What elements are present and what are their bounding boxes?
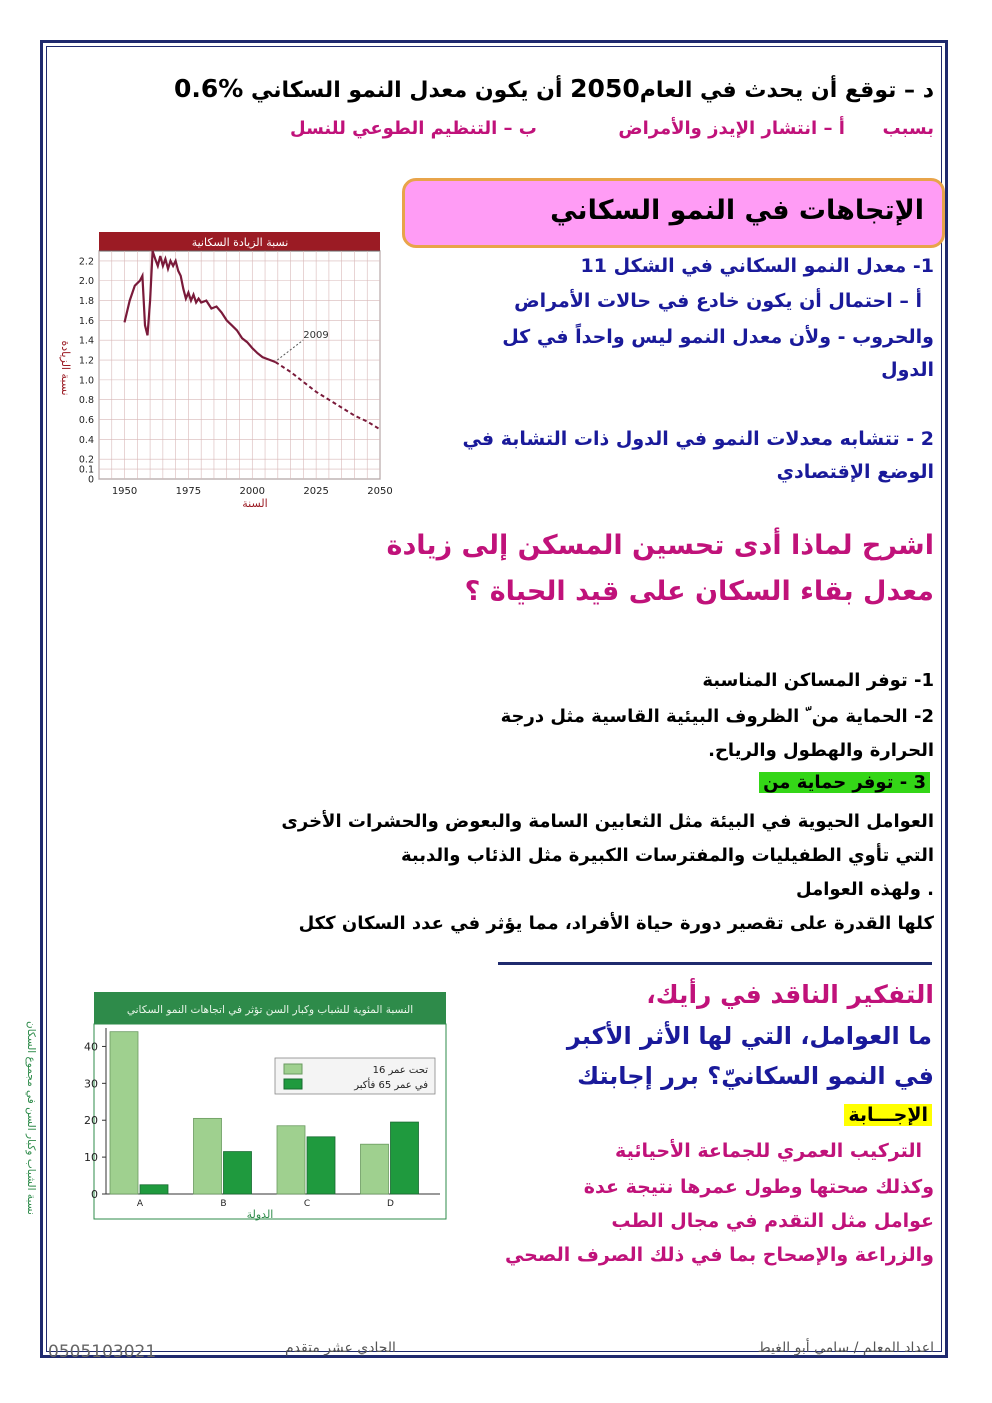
trend-1-number: 1-: [912, 255, 934, 277]
answer1-item1: 1- توفر المساكن المناسبة: [702, 670, 934, 691]
chart2-category-label: C: [303, 1199, 311, 1209]
forecast-year: 2050: [570, 74, 640, 103]
chart1-y-tick: 0.8: [78, 395, 94, 407]
chart1-y-tick: 1.4: [78, 335, 94, 347]
legend-swatch-under16: [284, 1064, 302, 1074]
chart2-category-label: D: [387, 1199, 394, 1209]
answer1-item2-line1: 2- الحماية من ّ الظروف البيئية القاسية مثل درجة: [500, 706, 934, 727]
question1-line2: معدل بقاء السكان على قيد الحياة ؟: [464, 576, 934, 607]
chart2-title: النسبة المئوية للشباب وكبار السن تؤثر في اتجاهات النمو السكاني: [126, 1004, 414, 1016]
chart2-bar-C-s2: [307, 1137, 335, 1194]
section-title: الإتجاهات في النمو السكاني: [550, 195, 924, 226]
chart1-annotation: 2009: [303, 330, 329, 342]
chart1-y-tick: 0.2: [78, 454, 94, 466]
chart1-y-tick: 0: [87, 474, 94, 486]
chart1-y-tick: 1.0: [78, 375, 94, 387]
chart1-x-tick: 1950: [111, 486, 138, 497]
chart1-x-label: السنة: [242, 497, 268, 510]
cause-b: ب – التنظيم الطوعي للنسل: [290, 118, 537, 139]
chart2-y-label: نسبة الشباب وكبار السن في مجموع السكان: [25, 1021, 37, 1215]
trend-1-line2: أ – احتمال أن يكون خادع في حالات الأمراض: [514, 290, 922, 312]
chart2-y-tick: 0: [91, 1188, 98, 1201]
chart2-bar-D-s2: [391, 1122, 419, 1194]
forecast-text-a: د – توقع أن يحدث في العام: [639, 78, 934, 103]
forecast-line: [174, 74, 934, 103]
answer1-item3-head: [759, 772, 930, 793]
trend-1-line4: الدول: [881, 359, 934, 381]
chart1-y-label: نسبة الزيادة: [59, 340, 72, 396]
answer-label-wrap: [844, 1104, 932, 1126]
section-divider: [498, 962, 932, 965]
critical-answer-line4: والزراعة والإصحاح بما في ذلك الصرف الصحي: [504, 1244, 934, 1266]
forecast-text-b: أن يكون معدل النمو السكاني: [250, 78, 563, 103]
chart1-y-tick: 1.2: [78, 355, 94, 367]
legend-label-under16: تحت عمر 16: [372, 1065, 428, 1076]
chart2-bar-C-s1: [277, 1126, 305, 1194]
footer-author: اعداد المعلم / سامي أبو الغيط: [757, 1340, 934, 1356]
critical-answer-line3: عوامل مثل التقدم في مجال الطب: [611, 1210, 934, 1232]
trend-1-heading: [581, 255, 934, 277]
population-growth-chart: [50, 228, 400, 513]
answer1-item3-line2: التي تأوي الطفيليات والمفترسات الكبيرة مثل الذئاب والدببة: [400, 845, 934, 866]
chart1-x-tick: 2025: [303, 486, 329, 497]
section-title-box: [402, 178, 945, 248]
critical-question-line1: ما العوامل، التي لها الأثر الأكبر: [566, 1022, 932, 1050]
cause-label: بسبب: [882, 118, 934, 139]
answer1-item2-line2: الحرارة والهطول والرياح.: [708, 740, 934, 761]
footer-grade: الحادي عشر متقدم: [285, 1340, 396, 1356]
question1-line1: اشرح لماذا أدى تحسين المسكن إلى زيادة: [386, 530, 934, 561]
age-structure-chart: [20, 988, 450, 1233]
cause-a: أ – انتشار الإيدز والأمراض: [618, 118, 845, 139]
chart2-bar-B-s1: [194, 1118, 222, 1194]
cause-line: [290, 118, 934, 139]
chart1-y-tick: 1.6: [78, 315, 94, 327]
chart2-x-label: الدولة: [246, 1208, 274, 1221]
trend-2-line1: 2 - تتشابه معدلات النمو في الدول ذات التشابة في: [462, 428, 934, 450]
legend-label-65plus: في عمر 65 فأكبر: [354, 1080, 428, 1091]
answer-label: الإجـــابة: [844, 1104, 932, 1126]
trend-1-line1: معدل النمو السكاني في الشكل 11: [580, 255, 907, 277]
chart2-bar-A-s1: [110, 1032, 138, 1194]
chart1-y-tick: 0.4: [78, 434, 94, 446]
trend-2-line2: الوضع الإقتصادي: [776, 461, 934, 483]
legend-swatch-65plus: [284, 1079, 302, 1089]
chart2-y-tick: 10: [84, 1151, 98, 1165]
chart1-y-tick: 0.6: [78, 415, 94, 427]
chart2-legend: [275, 1058, 435, 1094]
chart1-title: نسبة الزيادة السكانية: [191, 236, 289, 249]
critical-answer-line1: التركيب العمري للجماعة الأحيائية: [615, 1140, 922, 1162]
chart1-y-tick: 0.1: [78, 464, 94, 476]
chart2-category-label: B: [220, 1199, 227, 1209]
chart2-y-tick: 30: [84, 1077, 98, 1091]
chart2-category-label: A: [136, 1199, 144, 1209]
forecast-percent: 0.6%: [173, 74, 244, 103]
answer1-item3-line3: . ولهذه العوامل: [796, 879, 934, 900]
chart2-bar-B-s2: [224, 1152, 252, 1194]
chart2-y-tick: 40: [84, 1040, 98, 1054]
footer-phone: 0505103021: [48, 1342, 157, 1362]
chart1-x-tick: 2050: [367, 486, 393, 497]
chart2-bar-A-s2: [140, 1185, 168, 1194]
answer1-item3-line1: العوامل الحيوية في البيئة مثل الثعابين السامة والبعوض والحشرات الأخرى: [281, 811, 934, 832]
chart1-x-tick: 1975: [175, 486, 202, 497]
chart1-y-tick: 2.0: [78, 276, 94, 288]
chart2-bar-D-s1: [361, 1144, 389, 1194]
chart1-x-tick: 2000: [239, 486, 265, 497]
answer1-item3-line4: كلها القدرة على تقصير دورة حياة الأفراد، مما يؤثر في عدد السكان ككل: [298, 913, 934, 934]
answer1-item3-highlight: 3 - توفر حماية من: [759, 772, 930, 793]
chart2-y-tick: 20: [84, 1114, 98, 1128]
chart1-y-tick: 2.2: [78, 256, 94, 268]
critical-question-line2: في النمو السكانيّ؟ برر إجابتك: [577, 1062, 934, 1090]
trend-1-line3: والحروب - ولأن معدل النمو ليس واحداً في كل: [502, 326, 934, 348]
chart1-y-tick: 1.8: [78, 296, 94, 308]
critical-answer-line2: وكذلك صحتها وطول عمرها نتيجة عدة: [583, 1176, 934, 1198]
critical-title: التفكير الناقد في رأيك،: [646, 980, 934, 1009]
